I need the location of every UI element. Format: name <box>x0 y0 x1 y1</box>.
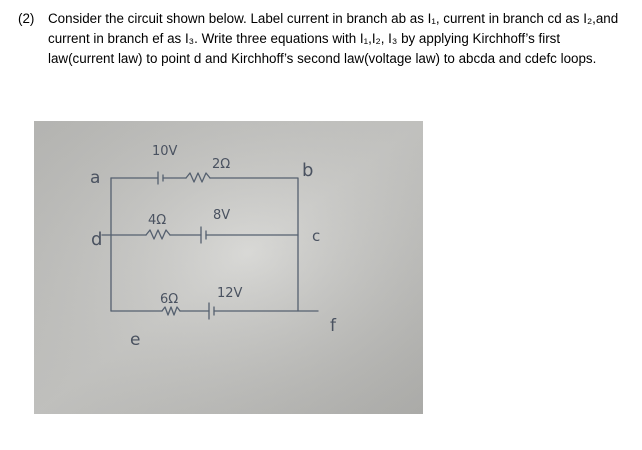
middle-resistor-label: 4Ω <box>148 213 167 228</box>
bottom-emf-label: 12V <box>217 286 243 301</box>
question-block <box>18 9 633 69</box>
question-line: current in branch ef as I₃. Write three equations with I₁,I₂, I₃ by applying Kirchhoff’s first <box>48 31 561 46</box>
top-resistor-label: 2Ω <box>212 157 231 172</box>
node-label-c: c <box>312 227 321 245</box>
top-emf-label: 10V <box>152 144 178 159</box>
node-label-f: f <box>330 316 336 336</box>
middle-emf-label: 8V <box>213 208 231 223</box>
question-text <box>48 9 633 69</box>
circuit-diagram <box>34 121 423 414</box>
question-number: (2) <box>18 11 35 26</box>
node-label-a: a <box>90 168 101 188</box>
question-line: Consider the circuit shown below. Label current in branch ab as I₁, current in branch cd as I₂,and <box>48 11 619 26</box>
question-line: law(current law) to point d and Kirchhoff’s second law(voltage law) to abcda and cdefc loops. <box>48 51 597 66</box>
circuit-photo <box>34 121 423 414</box>
bottom-resistor-label: 6Ω <box>160 292 179 307</box>
node-label-e: e <box>130 330 141 350</box>
node-label-b: b <box>302 160 314 181</box>
node-label-d: d <box>91 229 103 250</box>
